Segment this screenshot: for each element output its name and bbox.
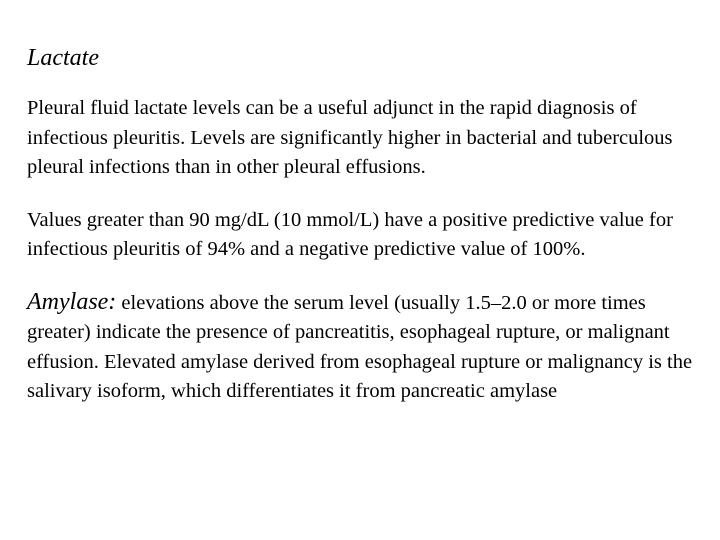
lactate-paragraph-1: Pleural fluid lactate levels can be a useful adjunct in the rapid diagnosis of infectious pleuritis. Levels are significantly higher in bacterial and tuberculous pleural infections than in other pleural effusions. [27, 97, 673, 178]
lactate-paragraph-2: Values greater than 90 mg/dL (10 mmol/L) have a positive predictive value for infectious pleuritis of 94% and a negative predictive value of 100%. [27, 208, 673, 260]
slide-content [27, 42, 707, 430]
amylase-heading: Amylase: [27, 288, 117, 315]
amylase-paragraph [27, 288, 707, 407]
amylase-text: elevations above the serum level (usually 1.5–2.0 or more times greater) indicate the presence of pancreatitis, esophageal rupture, or malignant effusion. Elevated amylase derived from esophageal rupture or malignancy is the salivary isoform, which differentiates it from pancreatic amylase [27, 291, 693, 402]
lactate-heading: Lactate [27, 45, 99, 71]
